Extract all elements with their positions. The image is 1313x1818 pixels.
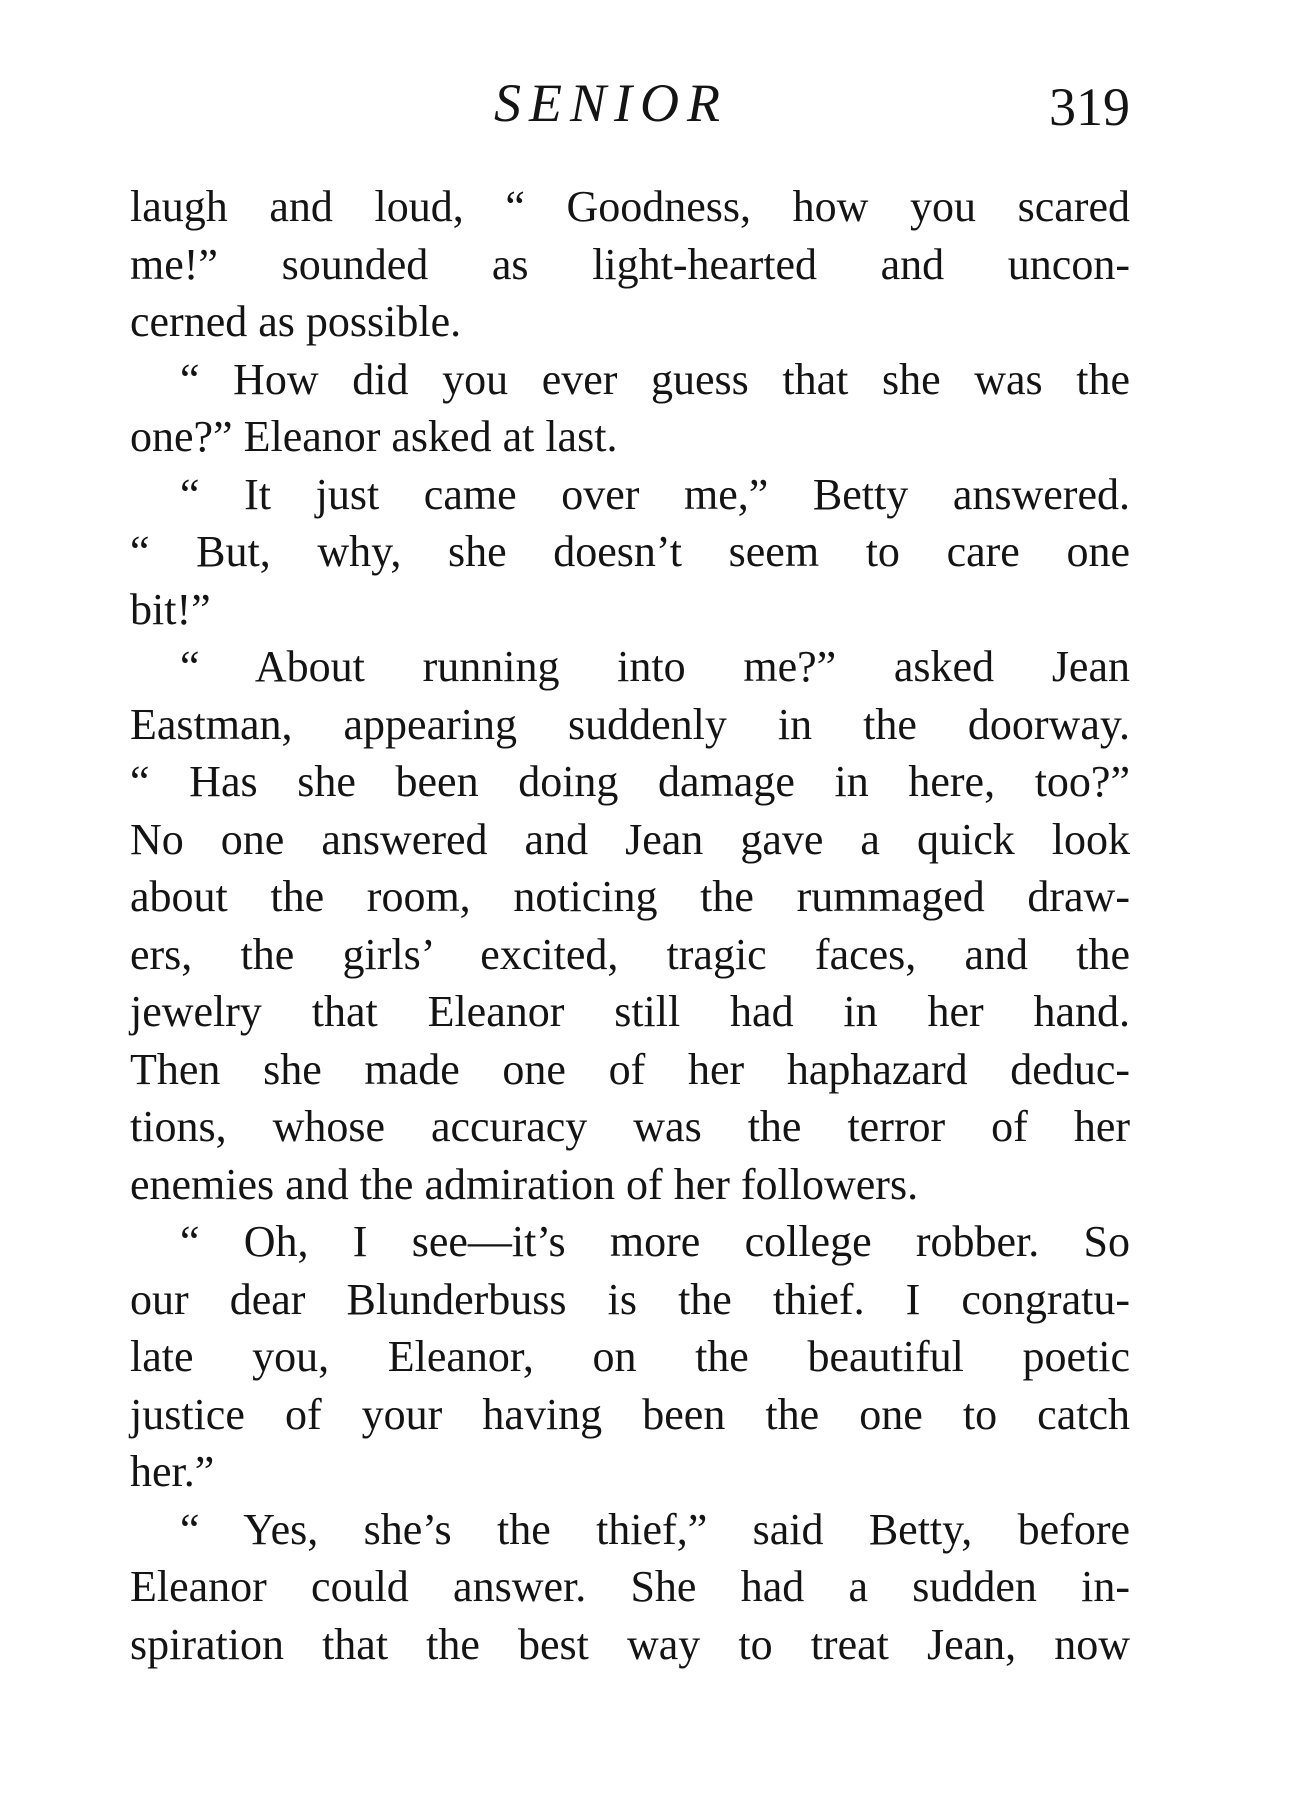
text-line: about the room, noticing the rummaged draw- bbox=[130, 872, 1130, 921]
text-line: Eastman, appearing suddenly in the doorway. bbox=[130, 699, 1130, 749]
text-line: bit!” bbox=[130, 584, 211, 634]
text-line: “ It just came over me,” Betty answered. bbox=[180, 469, 1130, 519]
text-line: enemies and the admiration of her followers. bbox=[130, 1159, 919, 1209]
text-line: “ But, why, she doesn’t seem to care one bbox=[130, 527, 1130, 576]
text-line: spiration that the best way to treat Jean, now bbox=[130, 1619, 1130, 1669]
text-line: Then she made one of her haphazard deduc- bbox=[130, 1044, 1130, 1094]
text-line: me!” sounded as light-hearted and uncon- bbox=[130, 239, 1130, 289]
text-line: one?” Eleanor asked at last. bbox=[130, 412, 618, 461]
text-line: No one answered and Jean gave a quick look bbox=[130, 814, 1130, 864]
text-line: laugh and loud, “ Goodness, how you scared bbox=[130, 182, 1130, 231]
text-line: tions, whose accuracy was the terror of her bbox=[130, 1102, 1130, 1151]
running-title: SENIOR bbox=[494, 73, 728, 133]
body-text bbox=[130, 178, 1130, 1673]
page-number: 319 bbox=[1049, 77, 1130, 137]
text-line: “ Oh, I see—it’s more college robber. So bbox=[180, 1217, 1130, 1266]
text-line: Eleanor could answer. She had a sudden in- bbox=[130, 1562, 1130, 1611]
text-line: “ Has she been doing damage in here, too?” bbox=[130, 757, 1130, 806]
text-line: her.” bbox=[130, 1447, 215, 1496]
text-line: “ Yes, she’s the thief,” said Betty, before bbox=[180, 1504, 1130, 1554]
text-line: our dear Blunderbuss is the thief. I congratu- bbox=[130, 1274, 1130, 1324]
running-head bbox=[130, 72, 1130, 142]
text-line: “ About running into me?” asked Jean bbox=[180, 642, 1130, 691]
text-line: ers, the girls’ excited, tragic faces, and the bbox=[130, 929, 1130, 979]
text-line: late you, Eleanor, on the beautiful poetic bbox=[130, 1332, 1130, 1381]
text-line: jewelry that Eleanor still had in her hand. bbox=[130, 987, 1130, 1036]
text-line: “ How did you ever guess that she was the bbox=[180, 354, 1130, 404]
text-line: cerned as possible. bbox=[130, 297, 462, 346]
text-line: justice of your having been the one to catch bbox=[130, 1389, 1130, 1439]
